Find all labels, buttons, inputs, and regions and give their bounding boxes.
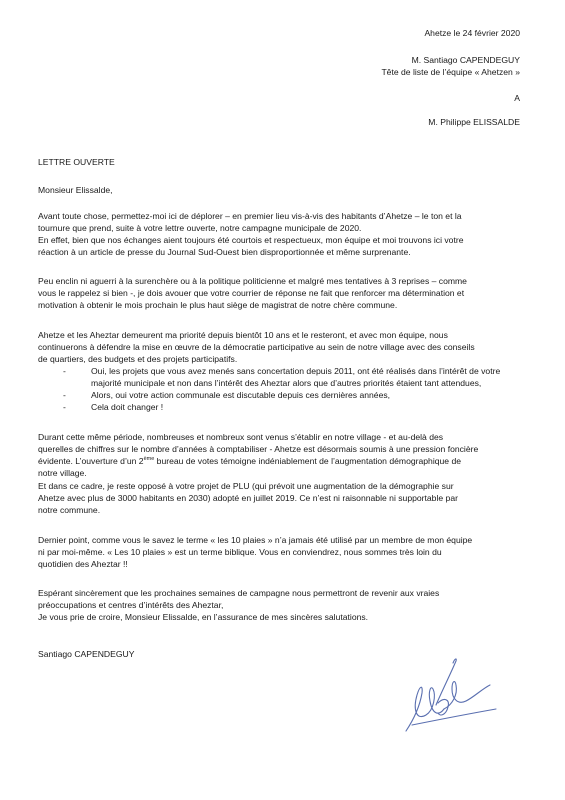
paragraph-line: notre village. [38, 468, 87, 478]
salutation: Monsieur Elissalde, [38, 185, 113, 195]
paragraph-line: notre commune. [38, 505, 101, 515]
bullet-line: Alors, oui votre action communale est discutable depuis ces dernières années, [91, 390, 391, 400]
paragraph-line: quotidien des Aheztar !! [38, 559, 128, 569]
bullet-marker: - [63, 366, 66, 376]
paragraph-line: Espérant sincèrement que les prochaines semaines de campagne nous permettront de revenir aux vraies [38, 588, 440, 598]
paragraph-line: réaction à un article de presse du Journal Sud-Ouest bien disproportionnée et même surprenante. [38, 247, 411, 257]
signature-name: Santiago CAPENDEGUY [38, 649, 135, 659]
paragraph-line: Peu enclin ni aguerri à la surenchère ou à la politique politicienne et malgré mes tentatives à 3 reprises – comme [38, 276, 467, 286]
paragraph-line: Dernier point, comme vous le savez le terme « les 10 plaies » n’a jamais été utilisé par un membre de mon équipe [38, 535, 473, 545]
line-text: évidente. L’ouverture d’un 2 [38, 456, 144, 466]
paragraph-line: Je vous prie de croire, Monsieur Elissalde, en l’assurance de mes sincères salutations. [38, 612, 369, 622]
bullet-marker: - [63, 390, 66, 400]
paragraph-line: ni par moi-même. « Les 10 plaies » est un terme biblique. Vous en conviendrez, nous sommes très loin du [38, 547, 442, 557]
paragraph-line: de quartiers, des budgets et des projets participatifs. [38, 354, 238, 364]
handwritten-signature [392, 655, 512, 737]
paragraph-line: Durant cette même période, nombreuses et nombreux sont venus s’établir en notre village - et au-delà des [38, 432, 444, 442]
paragraph-line: préoccupations et centres d’intérêts des Aheztar, [38, 600, 224, 610]
bullet-line: Oui, les projets que vous avez menés sans concertation depuis 2011, ont été réalisés dans l’intérêt de votre [91, 366, 501, 376]
to-word: A [514, 93, 520, 103]
bullet-line: majorité municipale et non dans l’intérêt des Aheztar alors que d’autres priorités étaient tant attendues, [91, 378, 482, 388]
paragraph-line: tournure que prend, suite à votre lettre ouverte, notre campagne municipale de 2020. [38, 223, 362, 233]
paragraph-line: Avant toute chose, permettez-moi ici de déplorer – en premier lieu vis-à-vis des habitants d’Ahetze – le ton et la [38, 211, 462, 221]
paragraph-line [38, 455, 461, 467]
paragraph-line: motivation à obtenir le mois prochain le plus haut siège de magistrat de notre chère commune. [38, 300, 398, 310]
paragraph-line: Ahetze et les Aheztar demeurent ma priorité depuis bientôt 10 ans et le resteront, et avec mon équipe, nous [38, 330, 448, 340]
sender-title: Tête de liste de l’équipe « Ahetzen » [381, 67, 520, 77]
bullet-marker: - [63, 402, 66, 412]
paragraph-line: continuerons à défendre la mise en œuvre de la démocratie participative au sein de notre village avec des conseils [38, 342, 475, 352]
paragraph-line: Et dans ce cadre, je reste opposé à votre projet de PLU (qui prévoit une augmentation de la démographie sur [38, 481, 454, 491]
paragraph-line: En effet, bien que nos échanges aient toujours été courtois et respectueux, mon équipe et moi trouvons ici votre [38, 235, 464, 245]
line-text: bureau de votes témoigne indéniablement de l’augmentation démographique de [154, 456, 462, 466]
paragraph-line: Ahetze avec plus de 3000 habitants en 2030) adopté en juillet 2019. Ce n’est ni raisonnable ni supportable par [38, 493, 458, 503]
letter-heading: LETTRE OUVERTE [38, 157, 115, 167]
recipient-name: M. Philippe ELISSALDE [428, 117, 520, 127]
bullet-line: Cela doit changer ! [91, 402, 164, 412]
sender-name: M. Santiago CAPENDEGUY [411, 55, 520, 65]
paragraph-line: querelles de chiffres sur le nombre d’années à comptabiliser - Ahetze est désormais soumis à une pression foncière [38, 444, 479, 454]
paragraph-line: vous le rappelez si bien -, je dois avouer que votre courrier de réponse ne fait que renforcer ma détermination et [38, 288, 465, 298]
date-line: Ahetze le 24 février 2020 [424, 28, 520, 38]
superscript: ème [143, 456, 155, 463]
